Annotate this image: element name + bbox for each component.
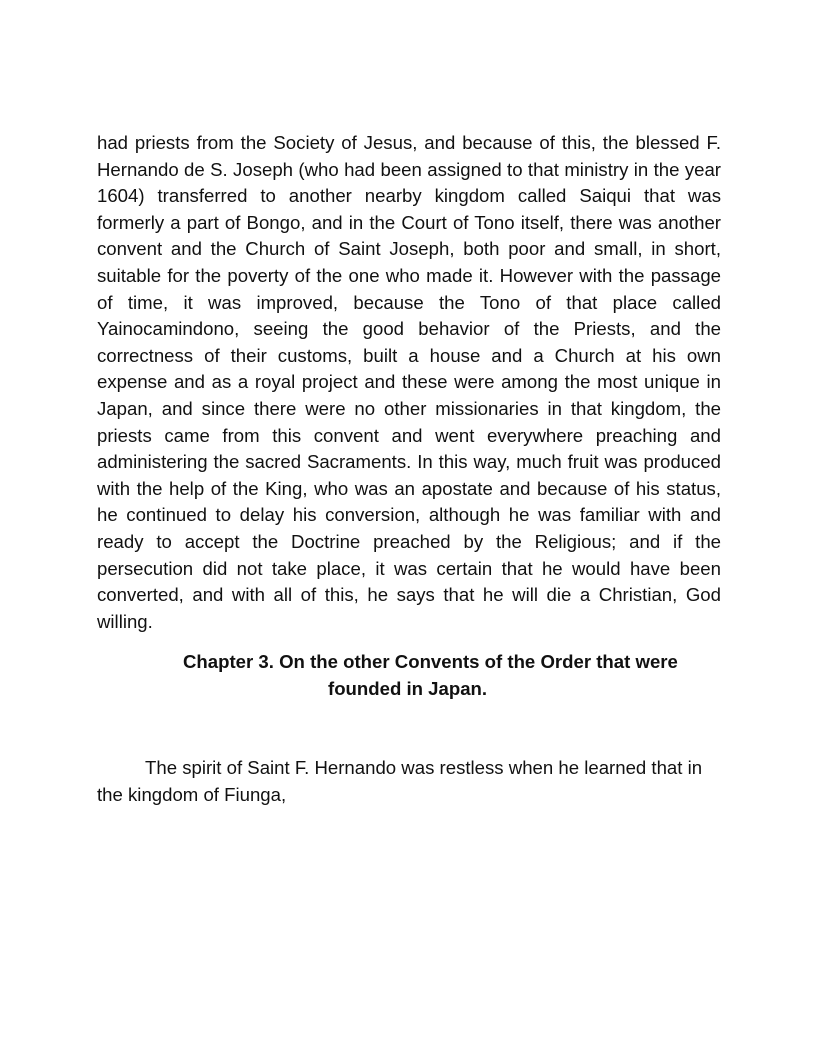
chapter-heading-line-2: founded in Japan.	[328, 677, 488, 699]
second-paragraph: The spirit of Saint F. Hernando was restless when he learned that in the kingdom of Fiunga,	[97, 757, 703, 805]
chapter-heading-line-1: Chapter 3. On the other Convents of the Order that were	[183, 651, 678, 672]
chapter-heading	[97, 649, 721, 702]
body-paragraph: had priests from the Society of Jesus, and because of this, the blessed F. Hernando de S. Joseph (who had been assigned to that ministry in the year 1604) transferred to another nearby kingdom called Saiqui that was formerly a part of Bongo, and in the Court of Tono itself, there was another convent and the Church of Saint Joseph, both poor and small, in short, suitable for the poverty of the one who made it. However with the passage of time, it was improved, because the Tono of that place called Yainocamindono, seeing the good behavior of the Priests, and the correctness of their customs, built a house and a Church at his own expense and as a royal project and these were among the most unique in Japan, and since there were no other missionaries in that kingdom, the priests came from this convent and went everywhere preaching and administering the sacred Sacraments. In this way, much fruit was produced with the help of the King, who was an apostate and because of his status, he continued to delay his conversion, although he was familiar with and ready to accept the Doctrine preached by the Religious; and if the persecution did not take place, it was certain that he would have been converted, and with all of this, he says that he will die a Christian, God willing.	[97, 132, 721, 632]
